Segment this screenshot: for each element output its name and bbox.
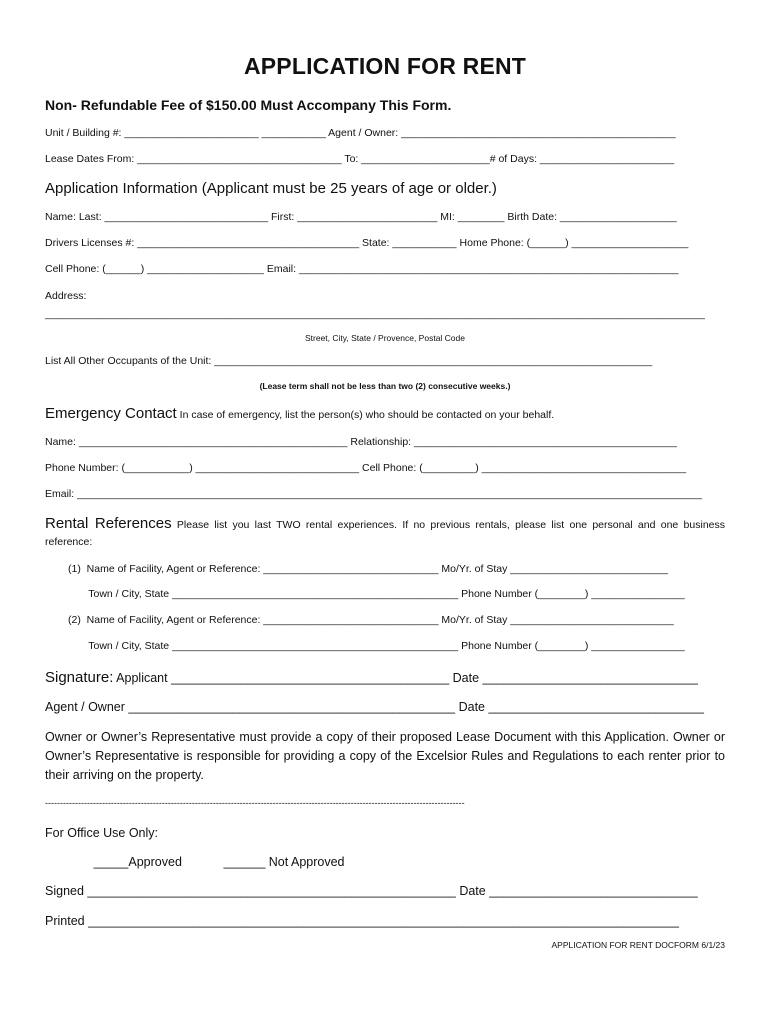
divider: -------------------------------------------------------------------------------------------------------------------------------------------- <box>45 798 465 808</box>
emergency-contact-heading <box>45 404 554 423</box>
form-title: APPLICATION FOR RENT <box>243 53 527 79</box>
occupants-line[interactable]: List All Other Occupants of the Unit: ___________________________________________________________________________ <box>45 355 653 367</box>
emergency-note: In case of emergency, list the person(s) who should be contacted on your behalf. <box>176 409 555 421</box>
signature-applicant-line[interactable] <box>45 668 698 687</box>
reference-1-name-line[interactable]: (1) Name of Facility, Agent or Reference: ______________________________ Mo/Yr. of Stay ___________________________ <box>68 563 668 575</box>
agent-owner-line[interactable]: Agent / Owner _______________________________________________ Date _______________________________ <box>45 700 704 714</box>
lease-dates-line[interactable]: Lease Dates From: ___________________________________ To: ______________________# of Days: _______________________ <box>45 153 675 165</box>
emergency-name-line[interactable]: Name: ______________________________________________ Relationship: _____________________________________________ <box>45 436 677 448</box>
rental-references-title: Rental References <box>45 515 172 532</box>
address-hint: Street, City, State / Provence, Postal Code <box>304 333 465 343</box>
printed-line[interactable]: Printed _____________________________________________________________________________________ <box>45 914 679 928</box>
address-label: Address: <box>45 290 87 302</box>
rental-references-note: Please list you last TWO rental experiences. If no previous rentals, please list one personal and one business reference: <box>45 519 725 548</box>
rental-references-heading <box>45 515 725 551</box>
applicant-signature-field[interactable]: Applicant ________________________________________ Date _______________________________ <box>113 671 699 685</box>
cell-phone-line[interactable]: Cell Phone: (______) ____________________ Email: _________________________________________________________________ <box>45 263 679 275</box>
lease-term-note: (Lease term shall not be less than two (2) consecutive weeks.) <box>259 381 511 391</box>
lease-document-notice: Owner or Owner’s Representative must provide a copy of their proposed Lease Document with this Application. Owner or Owner’s Representative is responsible for providing a copy of the Excelsior Rules and Regulations to each renter prior to their arriving on the property. <box>45 730 725 782</box>
emergency-title: Emergency Contact <box>45 405 177 422</box>
reference-2-name-line[interactable]: (2) Name of Facility, Agent or Reference: ______________________________ Mo/Yr. of Stay ____________________________ <box>68 614 674 626</box>
emergency-phone-line[interactable]: Phone Number: (___________) ____________________________ Cell Phone: (_________) ___________________________________ <box>45 462 687 474</box>
signature-label: Signature: <box>45 669 114 686</box>
application-info-heading: Application Information (Applicant must be 25 years of age or older.) <box>45 180 497 197</box>
unit-building-line[interactable]: Unit / Building #: _______________________ ___________ Agent / Owner: _______________________________________________ <box>45 127 676 139</box>
reference-2-town-line[interactable]: Town / City, State _________________________________________________ Phone Number (________) ________________ <box>68 640 685 652</box>
emergency-email-line[interactable]: Email: ___________________________________________________________________________________________________________ <box>45 488 702 500</box>
reference-1-town-line[interactable]: Town / City, State _________________________________________________ Phone Number (________) ________________ <box>68 588 685 600</box>
name-line[interactable]: Name: Last: ____________________________ First: ________________________ MI: ________ Birth Date: ____________________ <box>45 211 677 223</box>
office-use-heading: For Office Use Only: <box>45 826 158 840</box>
drivers-license-line[interactable]: Drivers Licenses #: ______________________________________ State: ___________ Home Phone: (______) ____________________ <box>45 237 689 249</box>
address-field[interactable]: _________________________________________________________________________________________________________________ <box>45 308 705 320</box>
signed-line[interactable]: Signed _____________________________________________________ Date ______________________________ <box>45 884 698 898</box>
form-footer: APPLICATION FOR RENT DOCFORM 6/1/23 <box>551 940 725 950</box>
fee-notice: Non- Refundable Fee of $150.00 Must Accompany This Form. <box>45 97 452 113</box>
approval-line[interactable]: _____Approved ______ Not Approved <box>45 855 345 869</box>
